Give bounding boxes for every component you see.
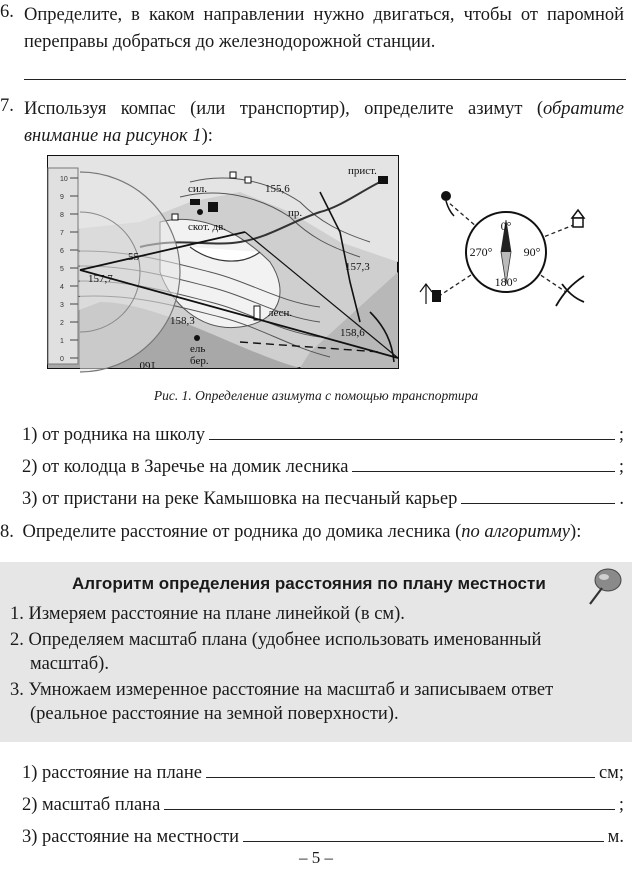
answer-end: ;	[618, 425, 624, 445]
answer-label: 1) расстояние на плане	[22, 763, 202, 783]
map-label: 158,6	[340, 327, 365, 339]
ruler-tick-label: 2	[60, 320, 64, 327]
compass-e-label: 90°	[523, 245, 541, 259]
map-label: 155,6	[265, 183, 290, 195]
ruler-tick-label: 3	[60, 302, 64, 309]
figure-caption: Рис. 1. Определение азимута с помощью транспортира	[153, 388, 479, 403]
algorithm-step: 2. Определяем масштаб плана (удобнее использовать именованный масштаб).	[10, 630, 542, 674]
forester-house-icon	[420, 284, 441, 304]
compass-n-label: 0°	[500, 219, 512, 233]
map-label: прист.	[348, 165, 377, 177]
ruler-tick-label: 1	[60, 338, 64, 345]
algorithm-box	[0, 562, 632, 742]
ruler-tick-label: 6	[60, 248, 64, 255]
question-6	[0, 2, 624, 56]
answer-end: .	[619, 489, 624, 509]
map-label: 158,3	[170, 315, 195, 327]
answer-line[interactable]	[24, 79, 626, 80]
compass-w-label: 270°	[469, 245, 493, 259]
question-text: Определите расстояние от родника до домика лесника (по алгоритму):	[22, 522, 582, 542]
map-label: бер.	[190, 355, 209, 367]
page-number: – 5 –	[299, 848, 333, 867]
answer-row	[22, 452, 624, 478]
question-text: Определите, в каком направлении нужно двигаться, чтобы от паромной переправы добраться до железнодорожной станции.	[24, 5, 624, 52]
map-label: ель	[190, 343, 206, 355]
ruler-tick-label: 10	[60, 176, 68, 183]
algorithm-step: 1. Измеряем расстояние на плане линейкой (в см).	[10, 604, 405, 624]
school-icon	[572, 210, 584, 227]
compass-s-label: 180°	[494, 275, 518, 289]
question-number: 6.	[0, 2, 14, 22]
map-label: сил.	[188, 183, 208, 195]
answer-label: 3) от пристани на реке Камышовка на песчаный карьер	[22, 489, 458, 509]
answer-line[interactable]	[206, 777, 595, 778]
map-label: 55	[128, 251, 139, 263]
algorithm-step: 3. Умножаем измеренное расстояние на масштаб и записываем ответ (реальное расстояние на земной поверхности).	[10, 680, 554, 724]
map-label: 157,7	[88, 273, 113, 285]
answer-label: 2) от колодца в Заречье на домик лесника	[22, 457, 349, 477]
ruler-tick-label: 0	[60, 356, 64, 363]
answer-end: ;	[618, 795, 624, 815]
answer-row	[22, 758, 624, 784]
figure-compass-diagram	[408, 180, 608, 320]
answer-line[interactable]	[209, 439, 615, 440]
algorithm-title: Алгоритм определения расстояния по плану местности	[72, 574, 546, 593]
ruler-tick-label: 5	[60, 266, 64, 273]
map-label: пр.	[288, 207, 303, 219]
map-label: 157,3	[345, 261, 370, 273]
answer-line[interactable]	[243, 841, 604, 842]
ruler-tick-label: 7	[60, 230, 64, 237]
answer-row	[22, 822, 624, 848]
answer-line[interactable]	[352, 471, 614, 472]
answer-row	[22, 420, 624, 446]
answer-line[interactable]	[461, 503, 615, 504]
map-label: лесн.	[268, 307, 293, 319]
answer-line[interactable]	[164, 809, 615, 810]
answer-row	[22, 790, 624, 816]
question-number: 8.	[0, 522, 14, 542]
figure-map-protractor	[40, 152, 402, 374]
answer-label: 1) от родника на школу	[22, 425, 205, 445]
spring-icon	[441, 191, 454, 216]
question-7	[0, 96, 624, 150]
answer-label: 3) расстояние на местности	[22, 827, 240, 847]
map-label: 160	[139, 359, 156, 371]
question-number: 7.	[0, 96, 14, 116]
answer-end: м.	[607, 827, 624, 847]
ruler-tick-label: 4	[60, 284, 64, 291]
ruler-tick-label: 9	[60, 194, 64, 201]
question-text: Используя компас (или транспортир), определите азимут (обратите внимание на рисунок 1):	[24, 99, 624, 146]
question-8	[0, 522, 632, 543]
answer-label: 2) масштаб плана	[22, 795, 161, 815]
quarry-icon	[556, 276, 584, 306]
ruler-tick-label: 8	[60, 212, 64, 219]
answer-row	[22, 484, 624, 510]
map-label: скот. дв.	[188, 221, 227, 233]
answer-end: см;	[598, 763, 624, 783]
answer-end: ;	[618, 457, 624, 477]
